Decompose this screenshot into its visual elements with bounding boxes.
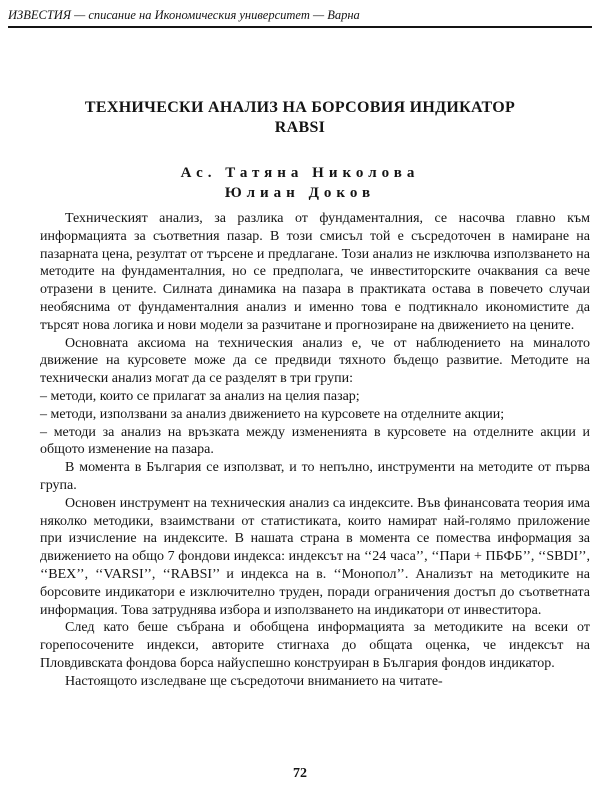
paragraph-6: Настоящото изследване ще съсредоточи вниманието на читате- <box>65 673 443 689</box>
title-line-2: RABSI <box>274 119 326 136</box>
page-number: 72 <box>293 766 307 781</box>
article-title <box>10 98 590 138</box>
title-line-1: ТЕХНИЧЕСКИ АНАЛИЗ НА БОРСОВИЯ ИНДИКАТОР <box>84 99 516 116</box>
paragraph-2: Основната аксиома на техническия анализ е, че от наблюдението на миналото движение на курсовете може да се предвиди тяхното бъдещо развитие. Методите на технически анализ могат да се разделят в три групи: <box>40 335 590 387</box>
paragraph-5: След като беше събрана и обобщена информацията за методиките на всеки от горепосочените индекси, авторите стигнаха до общата оценка, че индексът на Пловдивската фондова борса найуспешно конструиран в България фондов индикатор. <box>40 620 590 671</box>
running-header <box>8 6 592 28</box>
running-head-text: ИЗВЕСТИЯ — списание на Икономическия университет — Варна <box>8 8 360 22</box>
paragraph-4: Основен инструмент на техническия анализ са индексите. Във финансовата теория има няколко методики, взаимствани от статистиката, които намират най-голямо приложение при изчисление на индексите. В нашата страна в момента се помества информация за движението на общо 7 фондови индекса: индексът на ‘‘24 часа’’, ‘‘Пари + ПБФБ’’, ‘‘SBDI’’, ‘‘BEX’’, ‘‘VARSI’’, ‘‘RABSI’’ и индекса на в. ‘‘Монопол’’. Анализът на методиките на борсовите индикатори е изключително труден, поради ограничения достъп до съответната информация. Това затруднява избора и използването на индикатори от инвеститора. <box>40 495 590 618</box>
article-body <box>40 210 590 691</box>
paragraph-1: Техническият анализ, за разлика от фундаменталния, се насочва главно към информацията за съответния пазар. В този смисъл той е съсредоточен в намиране на пазарната цена, резултат от търсене и предлагане. Този анализ не изключва използването на методите на фундаменталния, но се предполага, че инвеститорските очаквания са вече отразени в цените. Силната динамика на пазара в практиката остава в повечето случаи необяснима от фундаменталния анализ и именно това е подтикнало икономистите да търсят нова логика и нови модели за разчитане и прогнозиране на движението на цените. <box>40 211 590 333</box>
paragraph-3: В момента в България се използват, и то непълно, инструменти на методите от първа група. <box>40 460 590 493</box>
author-2: Юлиан Доков <box>224 185 376 201</box>
list-item-1: – методи, които се прилагат за анализ на целия пазар; <box>40 388 360 404</box>
list-item-3: – методи за анализ на връзката между измененията в курсовете на отделните акции и общото изменение на пазара. <box>40 424 590 458</box>
author-1: Ас. Татяна Николова <box>180 165 420 181</box>
list-item-2: – методи, използвани за анализ движението на курсовете на отделните акции; <box>40 406 505 422</box>
